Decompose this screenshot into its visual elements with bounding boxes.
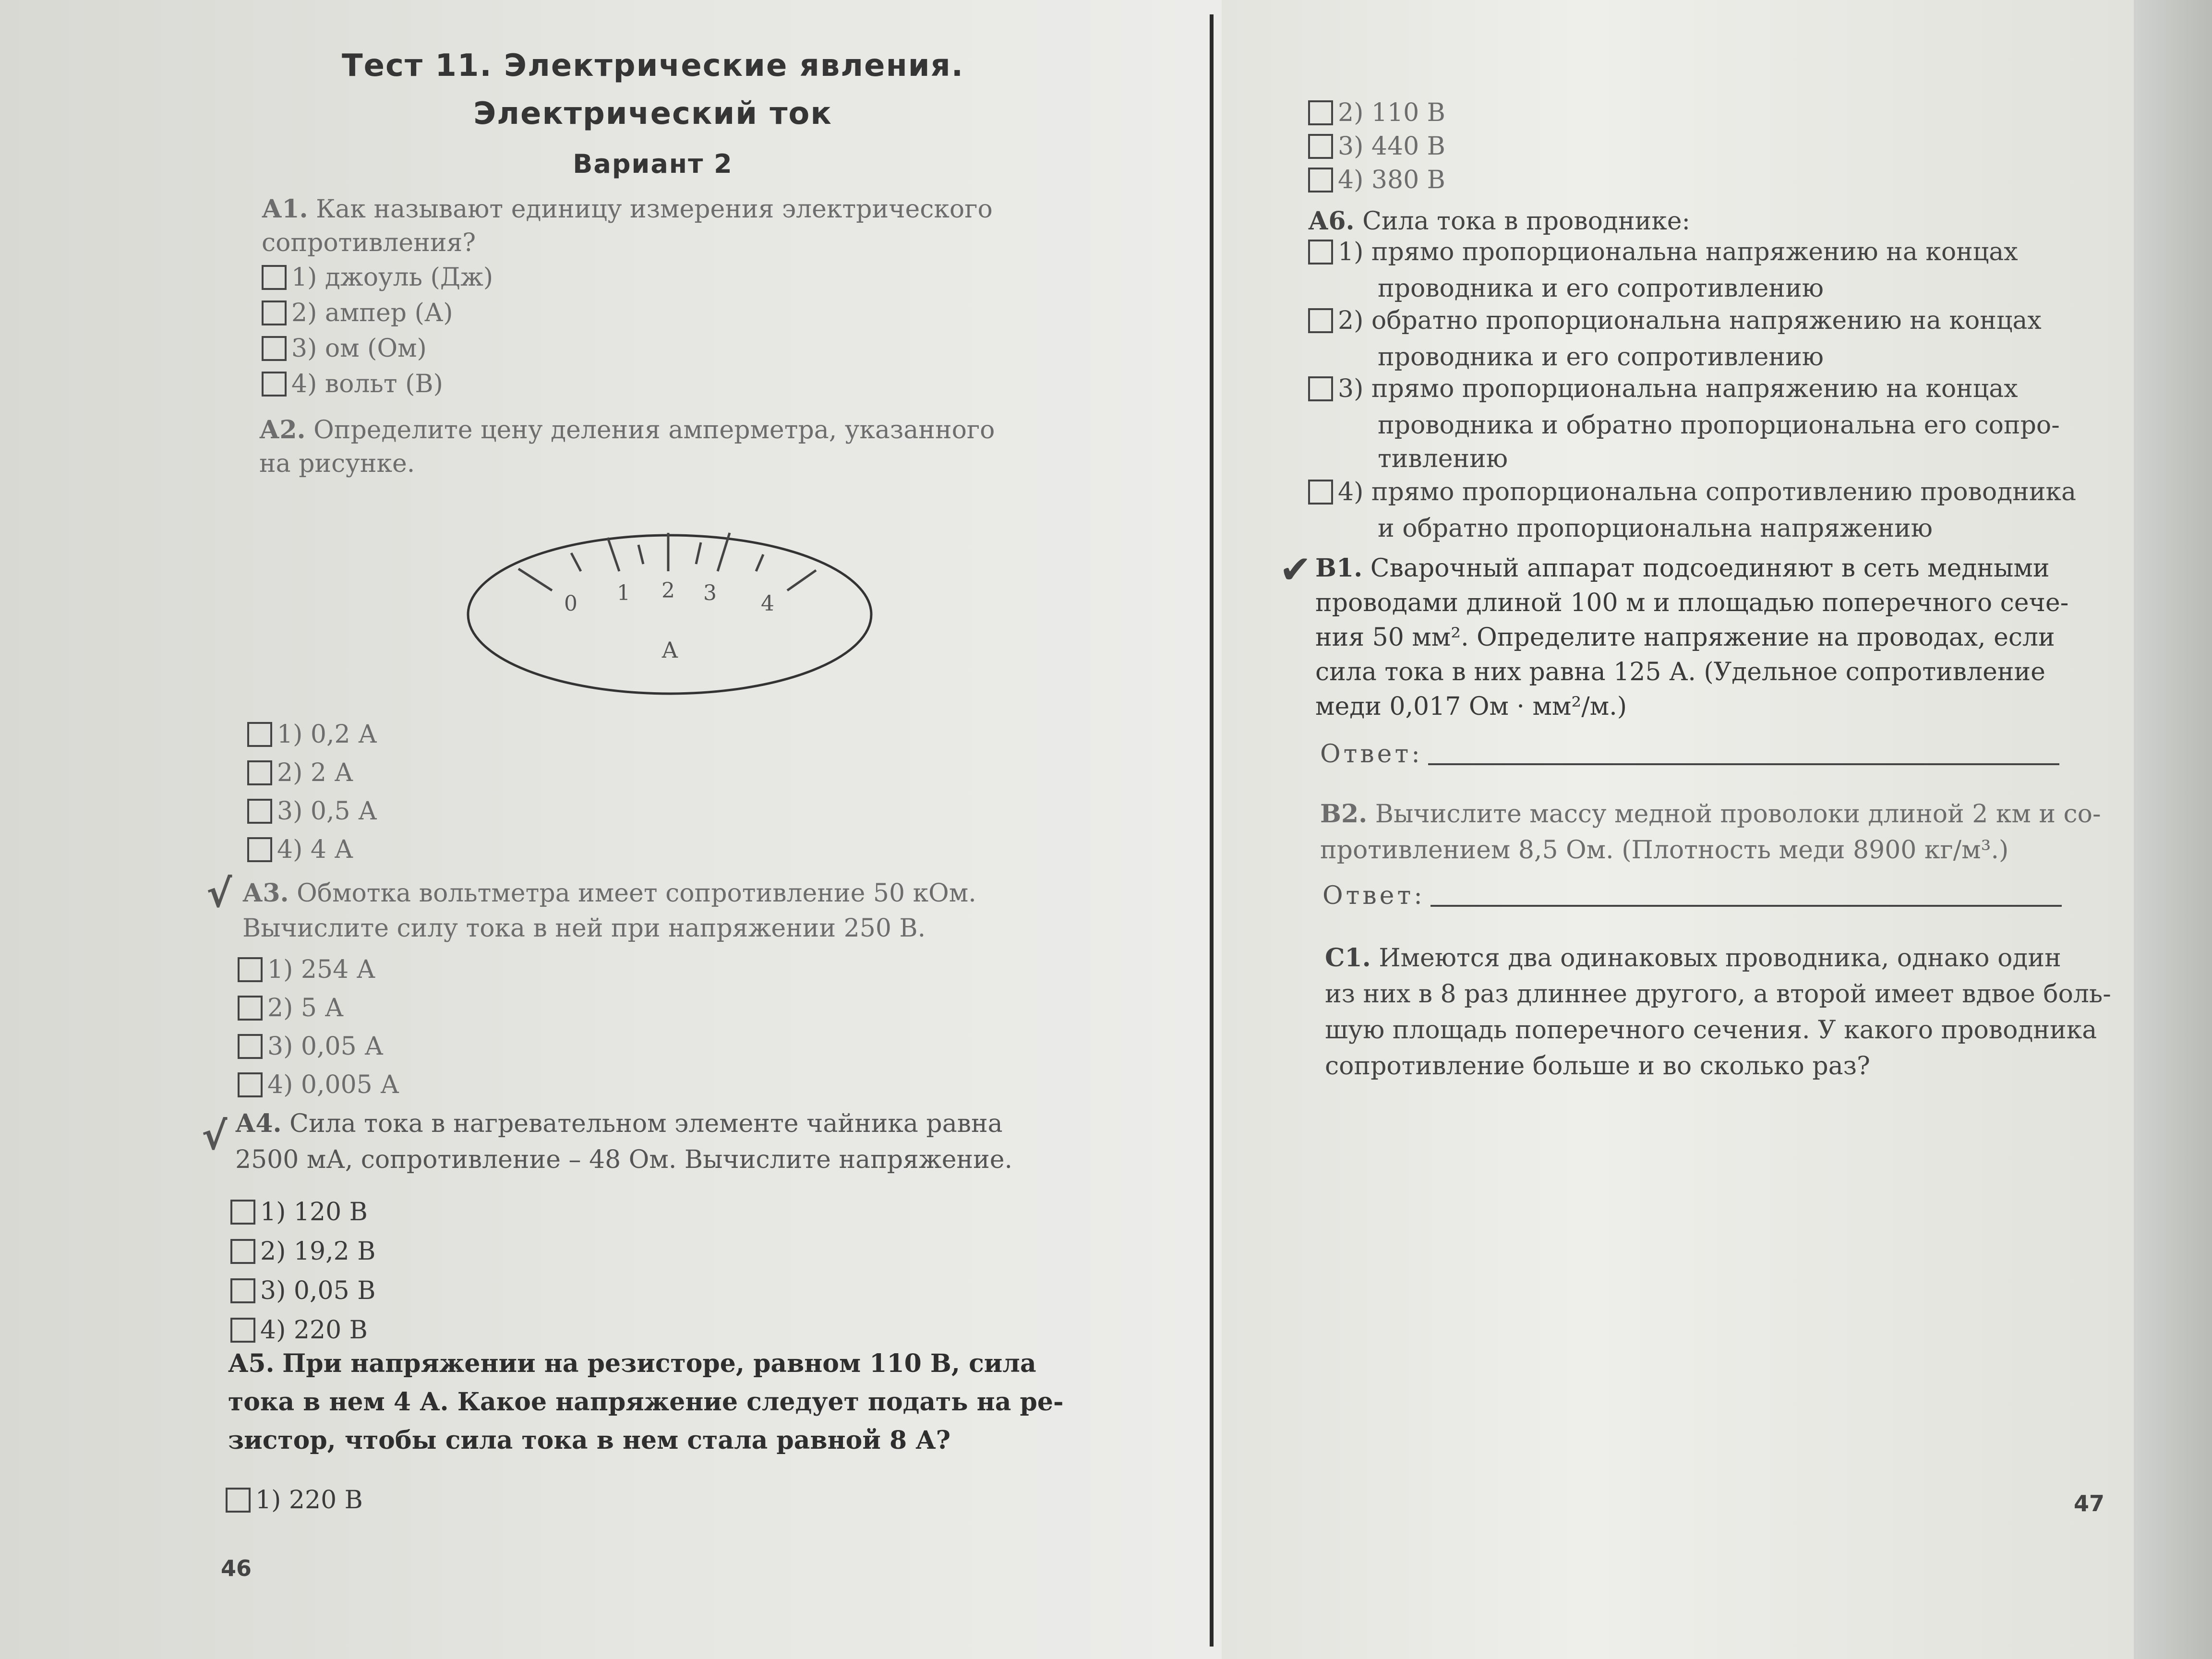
a3-option-2[interactable] [238,994,344,1022]
b2-answer-label: Ответ: [1322,881,1425,910]
page-edge [2134,0,2212,1659]
a5-question-line2: тока в нем 4 А. Какое напряжение следует подать на ре- [228,1387,1064,1417]
b1-question-line2: проводами длиной 100 м и площадью поперечного сече- [1315,589,2069,617]
option-label: 1) 120 В [260,1198,368,1226]
checkbox[interactable] [247,722,272,747]
a4-question-line1 [235,1106,1003,1141]
a1-question-line1 [262,192,993,227]
a6-question-text: Сила тока в проводнике: [1362,207,1691,236]
book-spine [1210,14,1214,1647]
a2-option-2[interactable] [247,758,353,787]
b1-question-text: Сварочный аппарат подсоединяют в сеть медными [1370,554,2050,583]
a5-question-line3: зистор, чтобы сила тока в нем стала равной 8 А? [228,1426,951,1455]
a5-label: А5. [228,1349,275,1378]
checkbox[interactable] [247,760,272,785]
c1-question-line1 [1325,941,2061,975]
a3-check-mark: √ [206,871,232,916]
a5-option-2[interactable] [1308,98,1445,127]
a2-question-line1 [259,413,995,447]
b2-answer-field[interactable] [1431,905,2062,907]
a4-check-mark: √ [202,1114,228,1158]
checkbox[interactable] [238,1072,263,1097]
a2-question-line2: на рисунке. [259,449,415,478]
option-label: 3) 0,05 А [267,1032,384,1061]
b1-question-line1 [1315,551,2050,586]
option-label: 2) обратно пропорциональна напряжению на концах [1338,306,2042,335]
c1-question-text: Имеются два одинаковых проводника, однако один [1379,944,2061,973]
option-label: 2) 110 В [1338,98,1445,127]
scale-label-3: 3 [703,581,717,605]
a6-option-4[interactable] [1308,478,2076,506]
b1-check-mark: ✔ [1279,547,1312,592]
a1-option-4[interactable] [262,370,443,398]
b1-question-line4: сила тока в них равна 125 А. (Удельное сопротивление [1315,658,2045,686]
a4-question-line2: 2500 мА, сопротивление – 48 Ом. Вычислите напряжение. [235,1145,1013,1174]
a5-option-4[interactable] [1308,166,1445,194]
checkbox[interactable] [230,1278,255,1303]
a2-label: А2. [259,415,306,445]
option-label: 3) 0,5 А [277,797,377,826]
a3-question-line2: Вычислите силу тока в ней при напряжении 250 В. [242,914,926,943]
a5-question-text: При напряжении на резисторе, равном 110 В, сила [282,1349,1036,1378]
page-number-left: 46 [221,1555,252,1581]
option-label: 2) ампер (А) [291,299,453,327]
a4-option-1[interactable] [230,1198,368,1226]
checkbox[interactable] [1308,240,1333,264]
a6-option-3-line3: тивлению [1378,445,1508,473]
a6-option-2[interactable] [1308,306,2042,335]
a6-option-1[interactable] [1308,238,2018,266]
a3-option-1[interactable] [238,955,375,984]
b2-question-text: Вычислите массу медной проволоки длиной 2 км и со- [1375,800,2101,829]
a5-question-line1 [228,1346,1036,1381]
b1-label: В1. [1315,553,1363,583]
checkbox[interactable] [262,336,287,361]
option-label: 1) прямо пропорциональна напряжению на концах [1338,238,2018,266]
scale-label-0: 0 [564,591,577,616]
a4-option-2[interactable] [230,1237,375,1266]
a5-option-3[interactable] [1308,132,1445,161]
checkbox[interactable] [247,799,272,824]
option-label: 3) 440 В [1338,132,1445,161]
option-label: 2) 19,2 В [260,1237,376,1266]
a3-option-3[interactable] [238,1032,384,1061]
a6-label: А6. [1308,206,1355,236]
page-number-right: 47 [2074,1491,2105,1516]
ammeter-figure [461,518,878,701]
checkbox[interactable] [247,837,272,862]
c1-question-line3: шую площадь поперечного сечения. У какого проводника [1325,1016,2097,1045]
option-label: 4) вольт (В) [291,370,443,398]
checkbox[interactable] [230,1318,255,1343]
checkbox[interactable] [1308,480,1333,505]
b2-question-line2: противлением 8,5 Ом. (Плотность меди 8900 кг/м³.) [1320,836,2009,865]
option-label: 3) 0,05 В [260,1276,376,1305]
meter-unit-label: А [661,637,678,663]
a2-option-4[interactable] [247,835,353,864]
checkbox[interactable] [1308,308,1333,333]
a4-question-text: Сила тока в нагревательном элементе чайника равна [289,1109,1003,1138]
a6-option-3[interactable] [1308,374,2018,403]
c1-question-line2: из них в 8 раз длиннее другого, а второй имеет вдвое боль- [1325,980,2111,1009]
b1-question-line3: ния 50 мм². Определите напряжение на проводах, если [1315,623,2055,652]
option-label: 4) прямо пропорциональна сопротивлению проводника [1338,478,2077,506]
a6-option-2-line2: проводника и его сопротивлению [1378,343,1824,372]
b1-answer-field[interactable] [1428,763,2059,765]
scale-label-2: 2 [661,578,675,603]
a1-label: А1. [262,194,308,224]
test-title-line1: Тест 11. Электрические явления. [341,48,964,84]
a1-option-2[interactable] [262,299,453,327]
a6-option-3-line2: проводника и обратно пропорциональна его сопро- [1378,411,2060,440]
a4-label: А4. [235,1109,282,1138]
a6-option-1-line2: проводника и его сопротивлению [1378,274,1824,303]
scale-label-4: 4 [761,591,774,616]
ammeter-outline [468,535,871,694]
checkbox[interactable] [238,996,263,1021]
option-label: 1) 254 А [267,955,376,984]
option-label: 3) ом (Ом) [291,334,427,363]
checkbox[interactable] [226,1488,251,1513]
checkbox[interactable] [230,1239,255,1264]
variant-label: Вариант 2 [573,149,733,179]
a4-option-3[interactable] [230,1276,375,1305]
a3-label: А3. [242,878,289,908]
checkbox[interactable] [262,372,287,397]
a3-question-text: Обмотка вольтметра имеет сопротивление 50 кОм. [297,879,976,908]
c1-label: С1. [1325,943,1371,973]
option-label: 1) 0,2 А [277,720,377,749]
a1-option-1[interactable] [262,263,493,292]
checkbox[interactable] [262,301,287,325]
checkbox[interactable] [1308,134,1333,159]
c1-question-line4: сопротивление больше и во сколько раз? [1325,1052,1870,1081]
a6-question [1308,204,1690,239]
b1-question-line5: меди 0,017 Ом · мм²/м.) [1315,692,1627,721]
checkbox[interactable] [238,1034,263,1059]
a2-option-1[interactable] [247,720,377,749]
checkbox[interactable] [1308,376,1333,401]
checkbox[interactable] [230,1200,255,1225]
a3-option-4[interactable] [238,1070,399,1099]
a5-option-1[interactable] [226,1486,363,1515]
a1-option-3[interactable] [262,334,427,363]
a2-question-text: Определите цену деления амперметра, указанного [313,416,995,445]
option-label: 3) прямо пропорциональна напряжению на концах [1338,374,2018,403]
b2-label: В2. [1320,799,1368,829]
b1-answer-label: Ответ: [1320,740,1423,769]
option-label: 4) 4 А [277,835,353,864]
checkbox[interactable] [262,265,287,290]
a4-option-4[interactable] [230,1316,368,1345]
test-title-line2: Электрический ток [473,96,832,132]
option-label: 4) 220 В [260,1316,368,1345]
a2-option-3[interactable] [247,797,377,826]
option-label: 2) 5 А [267,994,344,1022]
checkbox[interactable] [238,957,263,982]
option-label: 2) 2 А [277,758,353,787]
option-label: 1) джоуль (Дж) [291,263,493,292]
option-label: 4) 380 В [1338,166,1445,194]
option-label: 1) 220 В [255,1486,363,1515]
a3-question-line1 [242,876,976,911]
a6-option-4-line2: и обратно пропорциональна напряжению [1378,514,1933,543]
checkbox[interactable] [1308,168,1333,192]
b2-question-line1 [1320,797,2101,831]
option-label: 4) 0,005 А [267,1070,399,1099]
a1-question-text: Как называют единицу измерения электрического [316,195,993,224]
scale-label-1: 1 [617,581,630,605]
checkbox[interactable] [1308,100,1333,125]
a1-question-line2: сопротивления? [262,228,476,257]
